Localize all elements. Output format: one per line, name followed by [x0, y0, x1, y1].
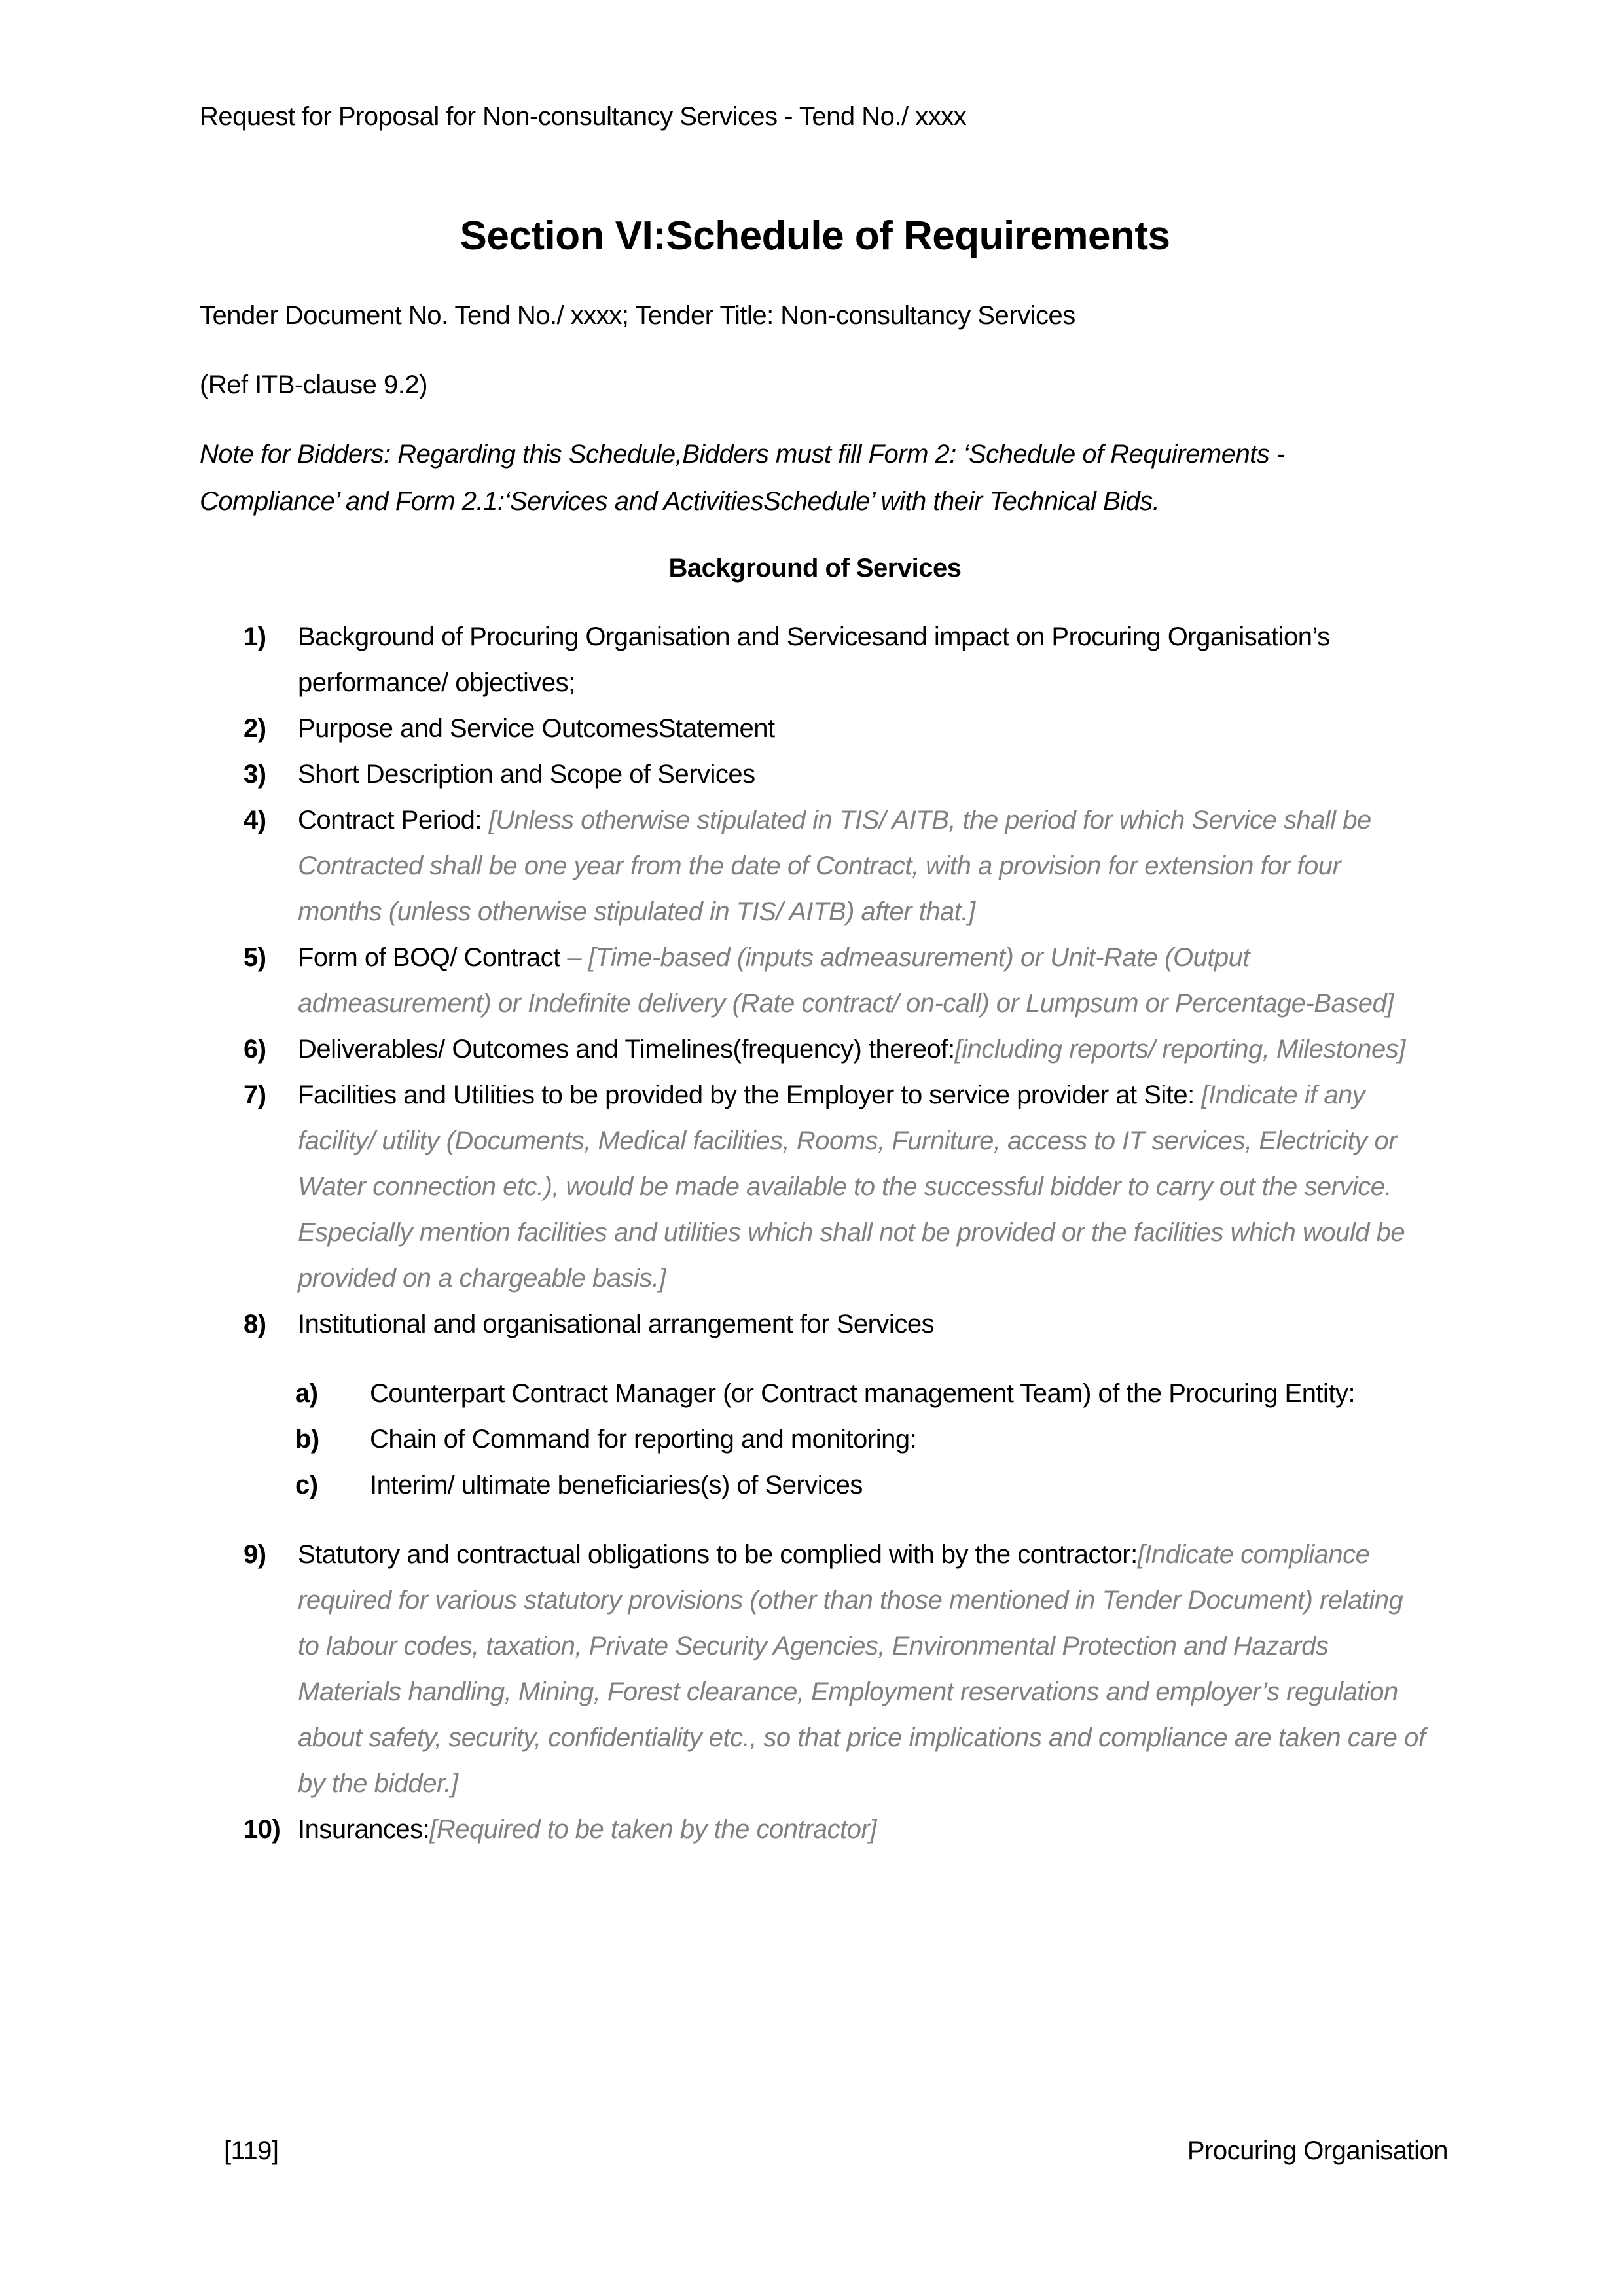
list-item: [200, 614, 1430, 706]
sub-item-text: Interim/ ultimate beneficiaries(s) of Services: [370, 1471, 863, 1499]
list-item-placeholder: – [Time-based (inputs admeasurement) or Unit-Rate (Output admeasurement) or Indefinite delivery (Rate contract/ on-call) or Lumpsum or Percentage-Based]: [298, 943, 1394, 1018]
list-item-text: Institutional and organisational arrangement for Services: [298, 1310, 935, 1338]
list-item-number: 7): [244, 1081, 266, 1109]
institutional-sub-list: [200, 1371, 1430, 1508]
sub-item-letter: b): [295, 1425, 319, 1454]
requirements-list: [200, 614, 1430, 1852]
list-item-text: Background of Procuring Organisation and Servicesand impact on Procuring Organisation’s performance/ objectives;: [298, 622, 1330, 697]
sub-item-letter: a): [295, 1379, 318, 1408]
sub-item-text: Counterpart Contract Manager (or Contract management Team) of the Procuring Entity:: [370, 1379, 1356, 1408]
list-item-text: Purpose and Service OutcomesStatement: [298, 714, 775, 743]
list-item-number: 2): [244, 714, 266, 743]
list-item-number: 9): [244, 1540, 266, 1569]
list-item-placeholder: [Indicate compliance required for various statutory provisions (other than those mentioned in Tender Document) relating to labour codes, taxation, Private Security Agencies, Environmental Protection and Hazards Materials handling, Mining, Forest clearance, Employment reservations and employer’s regulation about safety, security, confidentiality etc., so that price implications and compliance are taken care of by the bidder.]: [298, 1540, 1426, 1798]
background-of-services-heading: Background of Services: [668, 554, 962, 583]
list-item-placeholder: [Indicate if any facility/ utility (Documents, Medical facilities, Rooms, Furniture, access to IT services, Electricity or Water connection etc.), would be made available to the successful bidder to carry out the service. Especially mention facilities and utilities which shall not be provided or the facilities which would be provided on a chargeable basis.]: [298, 1081, 1405, 1293]
list-item: [200, 935, 1430, 1026]
list-item-placeholder: [including reports/ reporting, Milestones]: [954, 1035, 1405, 1064]
sub-list-item: [200, 1371, 1430, 1416]
list-item-number: 6): [244, 1035, 266, 1064]
list-item: [200, 1532, 1430, 1806]
list-item: [200, 1301, 1430, 1347]
list-item-number: 1): [244, 622, 266, 651]
sub-list-item: [200, 1416, 1430, 1462]
section-title: Section VI:Schedule of Requirements: [460, 213, 1170, 259]
list-item: [200, 1026, 1430, 1072]
list-item-text: Short Description and Scope of Services: [298, 760, 755, 789]
running-header: Request for Proposal for Non-consultancy Services - Tend No./ xxxx: [200, 102, 967, 131]
sub-item-letter: c): [295, 1471, 318, 1499]
list-item: [200, 797, 1430, 935]
list-item: [200, 1806, 1430, 1852]
list-item-text: Facilities and Utilities to be provided by the Employer to service provider at Site:: [298, 1081, 1202, 1109]
list-item: [200, 1072, 1430, 1301]
list-item-number: 10): [244, 1815, 281, 1844]
sub-item-text: Chain of Command for reporting and monitoring:: [370, 1425, 917, 1454]
page-content: [200, 0, 1430, 1852]
list-item-text: Deliverables/ Outcomes and Timelines(frequency) thereof:: [298, 1035, 955, 1064]
footer-organisation-label: Procuring Organisation: [1187, 2136, 1448, 2165]
list-item-placeholder: [Required to be taken by the contractor]: [429, 1815, 876, 1844]
list-item-text: Statutory and contractual obligations to be complied with by the contractor:: [298, 1540, 1138, 1569]
list-item-placeholder: [Unless otherwise stipulated in TIS/ AITB, the period for which Service shall be Contracted shall be one year from the date of Contract, with a provision for extension for four months (unless otherwise stipulated in TIS/ AITB) after that.]: [298, 806, 1371, 926]
sub-list-item: [200, 1462, 1430, 1508]
list-item-text: Form of BOQ/ Contract: [298, 943, 568, 972]
list-item-number: 4): [244, 806, 266, 834]
list-item-text: Insurances:: [298, 1815, 430, 1844]
list-item: [200, 706, 1430, 751]
list-item-number: 5): [244, 943, 266, 972]
list-item-number: 3): [244, 760, 266, 789]
note-for-bidders: Note for Bidders: Regarding this Schedule,Bidders must fill Form 2: ‘Schedule of Requirements - Compliance’ and Form 2.1:‘Services and ActivitiesSchedule’ with their Technical Bids.: [200, 440, 1285, 516]
itb-clause-reference: (Ref ITB-clause 9.2): [200, 370, 427, 399]
tender-document-line: Tender Document No. Tend No./ xxxx; Tender Title: Non-consultancy Services: [200, 301, 1075, 330]
list-item: [200, 751, 1430, 797]
list-item-number: 8): [244, 1310, 266, 1338]
page-number: [119]: [224, 2136, 279, 2165]
page-footer: [224, 2132, 1448, 2169]
list-item-text: Contract Period:: [298, 806, 489, 834]
